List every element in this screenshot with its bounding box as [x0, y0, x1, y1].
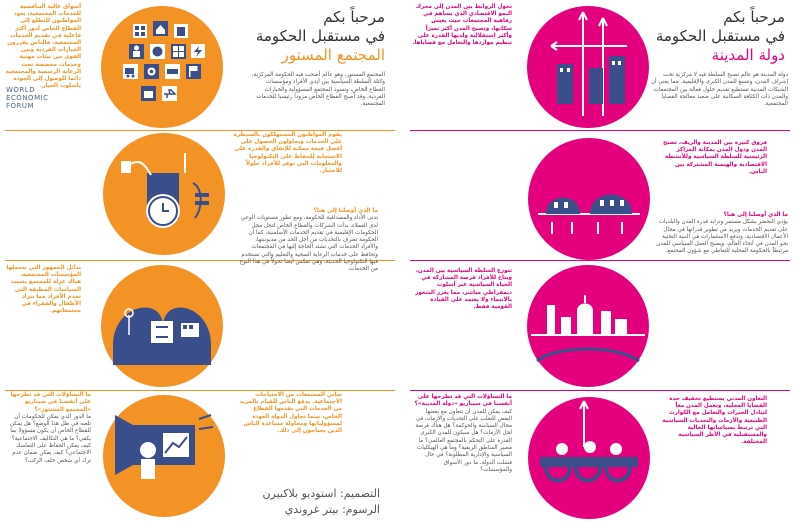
- credit-illustration: الرسوم: بيتر غروندي: [284, 503, 380, 516]
- right-circle-2-icons: [528, 138, 650, 260]
- left-circle-2-icons: [103, 133, 225, 255]
- right-circle-3-icons: [527, 265, 649, 387]
- left-subtitle-1: في مستقبل الحكومة: [255, 27, 385, 45]
- right-callout-1: تحول الروابط بين المدن إلى محرك النمو الاقتصادي الذي يساهم في رفاهية المجتمعات حيث يعيش سكانها، وتصبح المدن أكثر تميزاً وأكثر استقلالية ولديها القدرة على تنظيم مواردها والتعامل مع قضاياها.: [412, 4, 512, 47]
- left-questions-1-title: ما الذي أوصلنا إلى هنا؟: [313, 208, 378, 214]
- person-icon: [140, 442, 156, 458]
- credit-design: التصميم: استوديو بلاكبيرن: [262, 487, 380, 500]
- right-questions-2: [412, 394, 512, 474]
- left-circle-1-icons: [101, 6, 223, 128]
- left-callout-2: يقوم المواطنون المستهلكون بالسيطرة على الخدمات ويحاولون الحصول على أفضل قيمة ممكنة للإنفاق والقدرة على الاستجابة للحفاظ على التكنولوجيا والمعلومات التي توفر للأفراد حلولاً للاختيار.: [233, 132, 342, 175]
- left-credits: [230, 486, 380, 518]
- right-intro-text: دولة المدينة هو عالم تصبح السلطة فيه لا مركزية تحت إشراف المدن، وتتسع للمدن الكبرى والإقليمية. مما يعني أن الشبكات المدنية تستطيع تقديم حلول فعالة بين المجتمعات والمدن ذات الكثافة السكانية على صعيد معالجة القضايا المجتمعية.: [650, 72, 788, 108]
- left-circle-3-icons: [101, 265, 223, 387]
- tower-icon: [547, 305, 555, 335]
- right-page: [400, 0, 800, 527]
- right-circle-1-icons: [527, 6, 649, 128]
- right-circle-4-icons: [528, 397, 650, 519]
- divider: [5, 130, 395, 131]
- building-icon: [561, 317, 571, 335]
- bridge-icon: [540, 457, 638, 467]
- left-questions-2: [5, 392, 91, 465]
- left-circle-4-icons: [103, 395, 225, 517]
- dome-icon: [546, 198, 580, 215]
- capitol-icon: [577, 304, 593, 336]
- left-callout-3: بدائل الجمهور التي تتحملها المؤسسات المجتمعية. هناك عزلة للمجتمع بسبب السياسات المطبقة التي تخدم الأفراد مما يترك الأطفال والفقراء في مجتمعاتهم.: [6, 265, 81, 315]
- right-subtitle-2: دولة المدينة: [711, 46, 785, 64]
- left-questions-1-body: تدنى الأداء والمصداقية للحكومة، ومع تطور مستويات الوعي لدى العملاء، بدأت الشركات والقطاع الخاص لتحل محل الحكومات الإقليمية في تقديم الخدمات الأساسية، كما أن الحكومة تعترف بالتحديات من أجل الحد من مديونيتها، والأفراد الخدمات التي تشتد الحاجة إليها في المجتمعات وتحافظ على خدمات الرعاية الصحية والتعليم والتي تستخدم فيها التكنولوجيا الحديثة، وهي تعكس أيضا تحولاً في هذا النوع من الخدمات.: [239, 215, 378, 273]
- arrow-up-icon: [580, 401, 588, 447]
- right-title: مرحباً بكم: [723, 8, 785, 26]
- right-questions-1: [653, 212, 788, 256]
- right-callout-2: فروق كبيرة بين المدينة والريف، تصبح المدن ودول المدن بمكانة المراكز الرئيسية للسلطة السياسية وللأنشطة الاقتصادية والهيمنة المشتركة بين الناس.: [663, 140, 767, 175]
- right-questions-1-body: يؤدي التحضر بشكل مستمر وتزايد قدرة المدن والبلديات على تقديم الخدمات ويزيد من تطوير قدراتها في مجال الأعمال الاقتصادية، وتدفع الاستثمارات في البنية التحتية نحو المدن في أنحاء العالم، ويصبح العمل السياسي للمدن مرتبطاً بالحكومة المحلية للتعاطي مع شؤون المجتمع.: [656, 219, 788, 255]
- divider: [410, 260, 790, 261]
- exchange-icon: [151, 321, 173, 343]
- left-callout-1: أسواق عالية التنافسية للخدمات المجتمعية، يعود المواطنون للتطلع إلى القطاع الخاص لدور أكثر فاعلية في تقديم الخدمات المجتمعية. فالناس يقررون الخيارات الفردية وبين القوى بين بيئات مهنية وخدمات مخصصة تحت الرعاية الرسمية والمجتمعية دائما للوصول إلى الجودة بأسلوب الخيار.: [5, 4, 81, 90]
- coin-icon: [610, 443, 622, 455]
- coin-icon: [556, 443, 568, 455]
- right-subtitle-1: في مستقبل الحكومة: [655, 27, 785, 45]
- divider: [5, 390, 395, 391]
- building-icon: [609, 56, 625, 104]
- wef-logo: WORLD ECONOMIC FORUM: [6, 86, 49, 110]
- right-questions-2-body: كيف يمكن للمدن أن تتعاون مع بعضها البعض للتغلب على التحديات والأزمات في مجال السياسة والحوكمة؟ هل هناك فرصة لحل الأزمات؟ هل سيكون للمدن الكبرى القدرة على التحكم بالمجتمع العالمي؟ ما مصير المناطق الريفية؟ وما هي الهيكليات السياسية والإدارية المطلوبة؟ في حال فشلت الدولة، ما دور الأسواق والمؤسسات؟: [415, 408, 512, 473]
- right-callout-3: تتوزع السلطة السياسية بين المدن، ويتاح للأفراد فرصة المشاركة في الحياة السياسية عبر أسلوب ديمقراطي مباشر، مما يعزز الشعور بالانتماء ولا يعتمد على القيادة القومية فقط.: [415, 268, 512, 311]
- left-callout-4: تعاني المجتمعات من الاحتياجات الاجتماعية. يدفع الناس للقيام بالمزيد من الخدمات التي يقدمها القطاع الخاص، بينما تحاول الدولة العودة لمسؤولياتها ومحاولة مساعدة الناس الذين يحتاجون إلى ذلك.: [239, 392, 342, 435]
- right-callout-4: التعاون المدني يستطيع تخفيف حدة القضايا المحلية، وتعمل المدن معاً لتبادل الخبرات والتعامل مع الكوارث الطبيعية والأزمات والتحديات السياسية التي ترتبط بسياساتها الحالية والمستقبلية في الأطر السياسية المختلفة.: [662, 396, 767, 446]
- arrow-up-icon: [579, 12, 587, 116]
- left-questions-2-title: ما التساؤلات التي قد تطرحها على أنفسنا في سيناريو «المجتمع المستور»؟: [10, 392, 91, 413]
- building-icon: [589, 68, 603, 104]
- building-icon: [557, 64, 573, 104]
- arrow-left-icon: [551, 42, 627, 50]
- building-icon: [601, 311, 611, 335]
- divider: [410, 390, 790, 391]
- divider: [410, 130, 790, 131]
- right-questions-1-title: ما الذي أوصلنا إلى هنا؟: [723, 212, 788, 218]
- left-questions-2-body: ما الدور الذي يمكن للحكومات أن تلعبه في ظل هذا الوضع؟ هل يمكن للقطاع الخاص أن يكون مسؤولا بما يكفي؟ ما هي التكاليف الاجتماعية؟ كيف يمكن الحفاظ على التماسك الاجتماعي؟ كيف يمكن ضمان عدم ترك أي شخص خلف الركب؟: [9, 413, 91, 464]
- left-intro-text: المجتمع المستور، وهو عالم أضحت فيه الحكومة المركزية، وكتلة السلطة السياسية بين أيدي الأفراد ومؤسسات القطاع الخاص، وتسود المجتمع المسؤولية والخيارات الفردية، وقد أصبح القطاع الخاص مزودا رئيسيا للخدمات المجتمعية.: [251, 72, 385, 108]
- building-icon: [615, 319, 627, 335]
- coin-icon: [584, 441, 596, 453]
- left-title: مرحباً بكم: [323, 8, 385, 26]
- left-subtitle-2: المجتمع المستور: [281, 46, 385, 64]
- right-questions-2-title: ما التساؤلات التي قد تطرحها على أنفسنا في سيناريو «دولة المدينة»؟: [414, 394, 512, 408]
- left-questions-1: [238, 208, 378, 274]
